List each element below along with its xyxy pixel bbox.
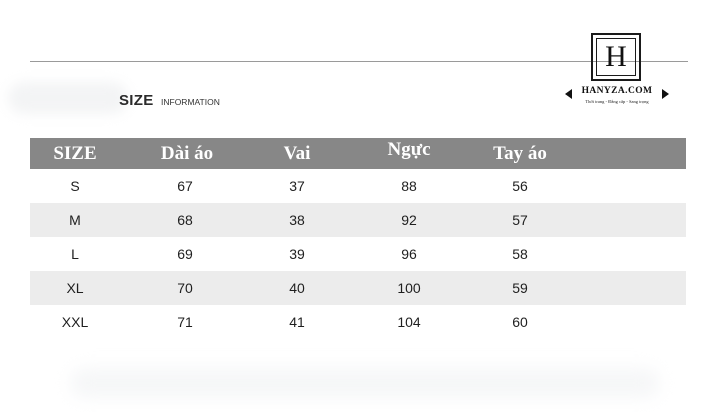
header-size: SIZE: [53, 142, 97, 164]
table-header-row: [30, 138, 686, 169]
table-row: [30, 305, 686, 339]
cell-size: XXL: [61, 314, 89, 330]
cell-size: M: [69, 212, 81, 228]
header-shoulder: Vai: [283, 142, 311, 164]
table-row: [30, 271, 686, 305]
cell-size: S: [70, 178, 80, 194]
cell-sleeve: 59: [512, 280, 528, 296]
cell-chest: 100: [397, 280, 421, 296]
cell-shoulder: 40: [289, 280, 305, 296]
cell-sleeve: 57: [512, 212, 528, 228]
background-haze-bottom: [70, 368, 660, 398]
cell-chest: 88: [401, 178, 417, 194]
cell-length: 71: [177, 314, 193, 330]
brand-logo: [566, 33, 668, 109]
cell-sleeve: 60: [512, 314, 528, 330]
header-length: Dài áo: [160, 142, 214, 164]
section-heading: [119, 92, 220, 110]
size-chart-table: [30, 138, 686, 339]
logo-tagline: Thời trang - Đẳng cấp - Sang trọng: [585, 99, 649, 104]
header-chest: Ngực: [387, 138, 431, 160]
cell-length: 70: [177, 280, 193, 296]
cell-shoulder: 38: [289, 212, 305, 228]
section-heading-subtitle: INFORMATION: [161, 97, 220, 107]
background-haze: [8, 82, 128, 114]
cell-shoulder: 39: [289, 246, 305, 262]
logo-monogram: H: [596, 38, 636, 76]
cell-length: 69: [177, 246, 193, 262]
cell-sleeve: 58: [512, 246, 528, 262]
logo-right-arrow-icon: [662, 89, 669, 99]
cell-length: 67: [177, 178, 193, 194]
cell-size: L: [71, 246, 79, 262]
cell-chest: 96: [401, 246, 417, 262]
cell-shoulder: 41: [289, 314, 305, 330]
cell-length: 68: [177, 212, 193, 228]
header-sleeve: Tay áo: [493, 142, 547, 164]
cell-shoulder: 37: [289, 178, 305, 194]
table-row: [30, 169, 686, 203]
cell-chest: 92: [401, 212, 417, 228]
section-heading-title: SIZE: [119, 92, 154, 109]
cell-sleeve: 56: [512, 178, 528, 194]
table-row: [30, 203, 686, 237]
logo-monogram-frame: [591, 33, 641, 81]
cell-chest: 104: [397, 314, 421, 330]
cell-size: XL: [66, 280, 84, 296]
logo-brand-name: HANYZA.COM: [581, 86, 653, 96]
table-row: [30, 237, 686, 271]
